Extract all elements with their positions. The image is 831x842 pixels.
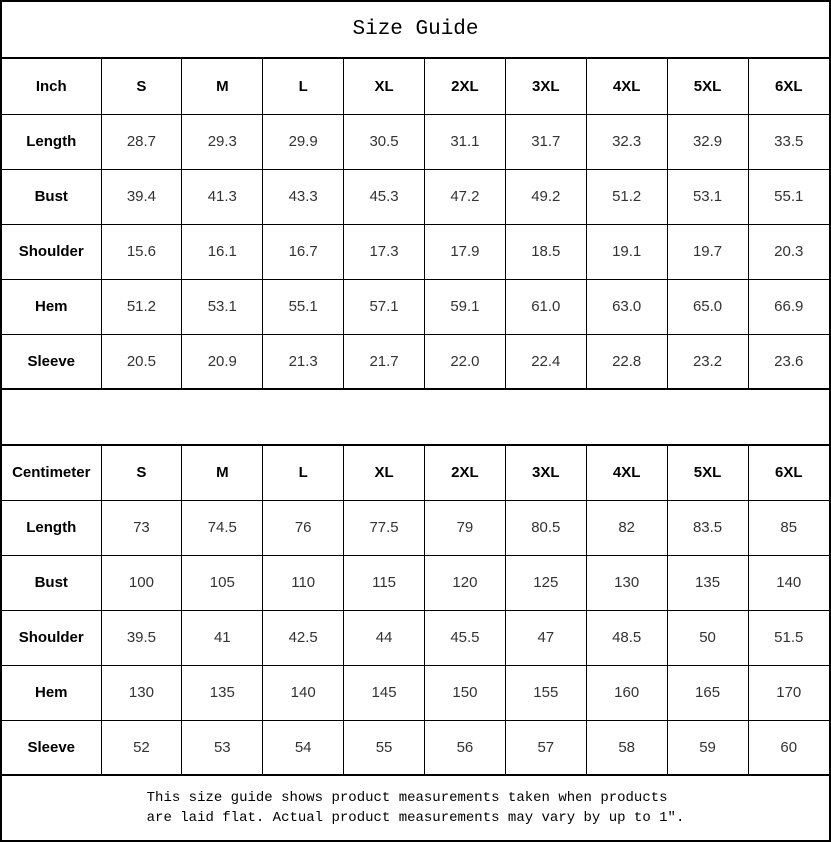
- value-cell: 53.1: [667, 169, 748, 224]
- value-cell: 59.1: [425, 279, 506, 334]
- value-cell: 17.3: [344, 224, 425, 279]
- size-header-cell: 6XL: [748, 59, 829, 114]
- size-header-cell: L: [263, 59, 344, 114]
- value-cell: 61.0: [505, 279, 586, 334]
- value-cell: 140: [748, 555, 829, 610]
- value-cell: 45.3: [344, 169, 425, 224]
- footer-note: [2, 776, 829, 840]
- value-cell: 20.3: [748, 224, 829, 279]
- size-header-cell: 4XL: [586, 59, 667, 114]
- value-cell: 23.2: [667, 334, 748, 389]
- value-cell: 76: [263, 500, 344, 555]
- value-cell: 30.5: [344, 114, 425, 169]
- value-cell: 47.2: [425, 169, 506, 224]
- value-cell: 57: [505, 720, 586, 775]
- value-cell: 85: [748, 500, 829, 555]
- value-cell: 28.7: [101, 114, 182, 169]
- measurement-row: [2, 500, 829, 555]
- size-header-cell: 5XL: [667, 59, 748, 114]
- value-cell: 150: [425, 665, 506, 720]
- value-cell: 20.5: [101, 334, 182, 389]
- footnote-line-1: This size guide shows product measurements taken when products: [146, 790, 668, 806]
- row-label-cell: Shoulder: [2, 610, 101, 665]
- value-cell: 32.9: [667, 114, 748, 169]
- value-cell: 58: [586, 720, 667, 775]
- size-header-cell: XL: [344, 445, 425, 500]
- value-cell: 135: [182, 665, 263, 720]
- row-label-cell: Hem: [2, 665, 101, 720]
- value-cell: 82: [586, 500, 667, 555]
- measurement-row: [2, 224, 829, 279]
- value-cell: 77.5: [344, 500, 425, 555]
- row-label-cell: Hem: [2, 279, 101, 334]
- row-label-cell: Sleeve: [2, 720, 101, 775]
- size-header-cell: M: [182, 445, 263, 500]
- value-cell: 80.5: [505, 500, 586, 555]
- page-title: Size Guide: [352, 18, 479, 41]
- value-cell: 42.5: [263, 610, 344, 665]
- value-cell: 60: [748, 720, 829, 775]
- value-cell: 43.3: [263, 169, 344, 224]
- value-cell: 55.1: [263, 279, 344, 334]
- value-cell: 39.5: [101, 610, 182, 665]
- value-cell: 44: [344, 610, 425, 665]
- value-cell: 54: [263, 720, 344, 775]
- value-cell: 140: [263, 665, 344, 720]
- row-label-cell: Sleeve: [2, 334, 101, 389]
- value-cell: 155: [505, 665, 586, 720]
- row-label-cell: Shoulder: [2, 224, 101, 279]
- value-cell: 21.3: [263, 334, 344, 389]
- value-cell: 130: [101, 665, 182, 720]
- value-cell: 135: [667, 555, 748, 610]
- value-cell: 100: [101, 555, 182, 610]
- value-cell: 29.9: [263, 114, 344, 169]
- value-cell: 63.0: [586, 279, 667, 334]
- value-cell: 74.5: [182, 500, 263, 555]
- value-cell: 120: [425, 555, 506, 610]
- value-cell: 41: [182, 610, 263, 665]
- value-cell: 165: [667, 665, 748, 720]
- size-header-cell: XL: [344, 59, 425, 114]
- header-row: [2, 445, 829, 500]
- value-cell: 33.5: [748, 114, 829, 169]
- value-cell: 16.1: [182, 224, 263, 279]
- value-cell: 15.6: [101, 224, 182, 279]
- size-header-cell: 5XL: [667, 445, 748, 500]
- centimeter-size-table: [2, 444, 829, 776]
- value-cell: 21.7: [344, 334, 425, 389]
- footnote-text: [147, 788, 685, 828]
- footnote-line-2: are laid flat. Actual product measurements may vary by up to 1″.: [146, 810, 685, 826]
- size-header-cell: M: [182, 59, 263, 114]
- inch-size-table: [2, 59, 829, 390]
- value-cell: 73: [101, 500, 182, 555]
- value-cell: 20.9: [182, 334, 263, 389]
- measurement-row: [2, 279, 829, 334]
- measurement-row: [2, 720, 829, 775]
- value-cell: 22.4: [505, 334, 586, 389]
- value-cell: 41.3: [182, 169, 263, 224]
- value-cell: 145: [344, 665, 425, 720]
- unit-header-cell: Centimeter: [2, 445, 101, 500]
- value-cell: 65.0: [667, 279, 748, 334]
- size-header-cell: 2XL: [425, 59, 506, 114]
- value-cell: 170: [748, 665, 829, 720]
- value-cell: 45.5: [425, 610, 506, 665]
- measurement-row: [2, 114, 829, 169]
- size-header-cell: L: [263, 445, 344, 500]
- measurement-row: [2, 334, 829, 389]
- value-cell: 17.9: [425, 224, 506, 279]
- value-cell: 51.2: [101, 279, 182, 334]
- value-cell: 130: [586, 555, 667, 610]
- row-label-cell: Bust: [2, 169, 101, 224]
- value-cell: 29.3: [182, 114, 263, 169]
- row-label-cell: Length: [2, 114, 101, 169]
- value-cell: 125: [505, 555, 586, 610]
- title-bar: [2, 2, 829, 59]
- value-cell: 105: [182, 555, 263, 610]
- size-header-cell: 3XL: [505, 445, 586, 500]
- measurement-row: [2, 169, 829, 224]
- size-header-cell: S: [101, 59, 182, 114]
- value-cell: 79: [425, 500, 506, 555]
- value-cell: 59: [667, 720, 748, 775]
- value-cell: 22.8: [586, 334, 667, 389]
- measurement-row: [2, 610, 829, 665]
- value-cell: 56: [425, 720, 506, 775]
- row-label-cell: Length: [2, 500, 101, 555]
- value-cell: 66.9: [748, 279, 829, 334]
- value-cell: 31.1: [425, 114, 506, 169]
- value-cell: 53.1: [182, 279, 263, 334]
- value-cell: 47: [505, 610, 586, 665]
- size-header-cell: 2XL: [425, 445, 506, 500]
- size-header-cell: S: [101, 445, 182, 500]
- value-cell: 51.5: [748, 610, 829, 665]
- measurement-row: [2, 665, 829, 720]
- value-cell: 53: [182, 720, 263, 775]
- value-cell: 39.4: [101, 169, 182, 224]
- value-cell: 19.7: [667, 224, 748, 279]
- value-cell: 57.1: [344, 279, 425, 334]
- value-cell: 160: [586, 665, 667, 720]
- value-cell: 48.5: [586, 610, 667, 665]
- unit-header-cell: Inch: [2, 59, 101, 114]
- table-spacer: [2, 390, 829, 444]
- value-cell: 49.2: [505, 169, 586, 224]
- header-row: [2, 59, 829, 114]
- value-cell: 55: [344, 720, 425, 775]
- value-cell: 19.1: [586, 224, 667, 279]
- value-cell: 22.0: [425, 334, 506, 389]
- value-cell: 115: [344, 555, 425, 610]
- value-cell: 32.3: [586, 114, 667, 169]
- value-cell: 55.1: [748, 169, 829, 224]
- value-cell: 31.7: [505, 114, 586, 169]
- value-cell: 51.2: [586, 169, 667, 224]
- value-cell: 110: [263, 555, 344, 610]
- size-header-cell: 4XL: [586, 445, 667, 500]
- value-cell: 50: [667, 610, 748, 665]
- measurement-row: [2, 555, 829, 610]
- value-cell: 23.6: [748, 334, 829, 389]
- value-cell: 18.5: [505, 224, 586, 279]
- value-cell: 83.5: [667, 500, 748, 555]
- value-cell: 52: [101, 720, 182, 775]
- row-label-cell: Bust: [2, 555, 101, 610]
- size-header-cell: 6XL: [748, 445, 829, 500]
- size-header-cell: 3XL: [505, 59, 586, 114]
- value-cell: 16.7: [263, 224, 344, 279]
